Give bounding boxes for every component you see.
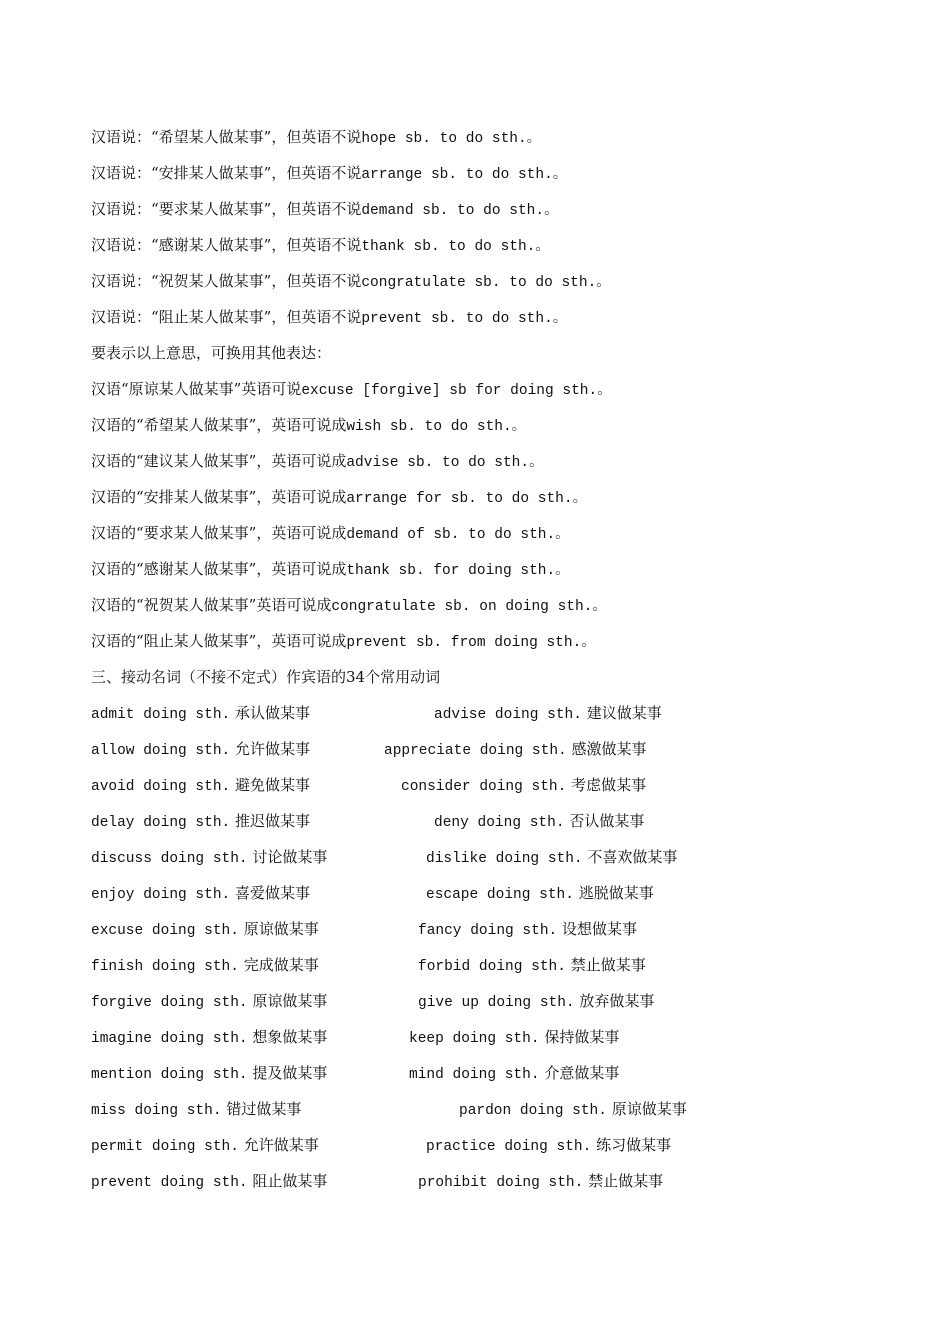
alternative-line-4 [91, 487, 587, 509]
alternative-en: wish sb. to do sth.。 [346, 419, 527, 435]
verb-entry-left [91, 1099, 301, 1121]
verb-meaning: 建议做某事 [586, 704, 662, 722]
verb-meaning: 放弃做某事 [579, 992, 655, 1010]
verb-phrase: admit doing sth. [91, 707, 231, 723]
verb-meaning: 禁止做某事 [570, 956, 646, 974]
verb-phrase: appreciate doing sth. [384, 743, 567, 759]
verb-phrase: keep doing sth. [409, 1031, 540, 1047]
verb-row [0, 1135, 950, 1155]
verb-row [0, 1171, 950, 1191]
alternative-line-2 [91, 415, 526, 437]
verb-meaning: 设想做某事 [562, 920, 638, 938]
verb-phrase: give up doing sth. [418, 995, 575, 1011]
verb-meaning: 允许做某事 [243, 1136, 319, 1154]
verb-phrase: finish doing sth. [91, 959, 239, 975]
verb-phrase: deny doing sth. [434, 815, 565, 831]
verb-meaning: 逃脱做某事 [578, 884, 654, 902]
verb-phrase: delay doing sth. [91, 815, 231, 831]
verb-row [0, 991, 950, 1011]
verb-meaning: 禁止做某事 [588, 1172, 664, 1190]
cannot-say-zh: 汉语说：“希望某人做某事”，但英语不说 [91, 128, 362, 146]
alternative-zh: 汉语的“阻止某人做某事”，英语可说成 [91, 632, 347, 650]
verb-entry-right [409, 1027, 619, 1049]
verb-row [0, 1099, 950, 1119]
alternative-zh: 汉语的“希望某人做某事”，英语可说成 [91, 416, 347, 434]
verb-row [0, 955, 950, 975]
verb-row [0, 1063, 950, 1083]
alternative-zh: 汉语的“建议某人做某事”，英语可说成 [91, 452, 347, 470]
verb-phrase: allow doing sth. [91, 743, 231, 759]
verb-meaning: 完成做某事 [243, 956, 319, 974]
verb-entry-left [91, 811, 310, 833]
cannot-say-line-6 [91, 307, 567, 329]
verb-meaning: 考虑做某事 [571, 776, 647, 794]
verb-phrase: forgive doing sth. [91, 995, 248, 1011]
verb-row [0, 775, 950, 795]
verb-meaning: 讨论做某事 [252, 848, 328, 866]
alternative-line-3 [91, 451, 544, 473]
verb-phrase: forbid doing sth. [418, 959, 566, 975]
cannot-say-en: demand sb. to do sth.。 [361, 203, 559, 219]
alternative-en: prevent sb. from doing sth.。 [346, 635, 596, 651]
cannot-say-en: arrange sb. to do sth.。 [361, 167, 568, 183]
verb-entry-right [401, 775, 646, 797]
verb-row [0, 703, 950, 723]
alternative-zh: 汉语的“要求某人做某事”，英语可说成 [91, 524, 347, 542]
verb-entry-right [434, 811, 644, 833]
verb-phrase: advise doing sth. [434, 707, 582, 723]
verb-meaning: 否认做某事 [569, 812, 645, 830]
verb-row [0, 883, 950, 903]
verb-entry-right [426, 847, 677, 869]
cannot-say-en: congratulate sb. to do sth.。 [361, 275, 611, 291]
verb-entry-left [91, 847, 327, 869]
alternative-en: congratulate sb. on doing sth.。 [331, 599, 607, 615]
verb-row [0, 919, 950, 939]
verb-meaning: 喜爱做某事 [235, 884, 311, 902]
verb-meaning: 阻止做某事 [252, 1172, 328, 1190]
section-heading: 三、接动名词（不接不定式）作宾语的34个常用动词 [91, 668, 441, 686]
verb-entry-right [426, 883, 654, 905]
cannot-say-zh: 汉语说：“安排某人做某事”，但英语不说 [91, 164, 362, 182]
cannot-say-zh: 汉语说：“阻止某人做某事”，但英语不说 [91, 308, 362, 326]
cannot-say-zh: 汉语说：“感谢某人做某事”，但英语不说 [91, 236, 362, 254]
verb-entry-left [91, 739, 310, 761]
transition-line: 要表示以上意思，可换用其他表达： [91, 344, 332, 362]
verb-phrase: avoid doing sth. [91, 779, 231, 795]
verb-meaning: 原谅做某事 [252, 992, 328, 1010]
verb-entry-left [91, 883, 310, 905]
verb-meaning: 避免做某事 [235, 776, 311, 794]
verb-meaning: 原谅做某事 [611, 1100, 687, 1118]
verb-phrase: consider doing sth. [401, 779, 567, 795]
verb-phrase: imagine doing sth. [91, 1031, 248, 1047]
verb-phrase: mention doing sth. [91, 1067, 248, 1083]
verb-row [0, 1027, 950, 1047]
verb-meaning: 介意做某事 [544, 1064, 620, 1082]
verb-entry-left [91, 955, 319, 977]
verb-meaning: 不喜欢做某事 [587, 848, 678, 866]
verb-meaning: 允许做某事 [235, 740, 311, 758]
cannot-say-en: hope sb. to do sth.。 [361, 131, 542, 147]
verb-meaning: 原谅做某事 [243, 920, 319, 938]
alternative-en: thank sb. for doing sth.。 [346, 563, 570, 579]
alternative-zh: 汉语的“祝贺某人做某事”英语可说成 [91, 596, 332, 614]
alternative-zh: 汉语的“安排某人做某事”，英语可说成 [91, 488, 347, 506]
verb-entry-left [91, 991, 327, 1013]
cannot-say-line-5 [91, 271, 611, 293]
verb-phrase: permit doing sth. [91, 1139, 239, 1155]
verb-phrase: mind doing sth. [409, 1067, 540, 1083]
alternative-line-6 [91, 559, 570, 581]
verb-entry-right [418, 955, 646, 977]
verb-meaning: 推迟做某事 [235, 812, 311, 830]
cannot-say-zh: 汉语说：“祝贺某人做某事”，但英语不说 [91, 272, 362, 290]
verb-entry-left [91, 1063, 327, 1085]
verb-entry-left [91, 919, 319, 941]
verb-row [0, 811, 950, 831]
verb-row [0, 847, 950, 867]
alternative-line-8 [91, 631, 596, 653]
cannot-say-line-3 [91, 199, 559, 221]
verb-meaning: 保持做某事 [544, 1028, 620, 1046]
verb-entry-left [91, 775, 310, 797]
alternative-line-5 [91, 523, 570, 545]
verb-meaning: 承认做某事 [235, 704, 311, 722]
verb-phrase: pardon doing sth. [459, 1103, 607, 1119]
alternative-en: advise sb. to do sth.。 [346, 455, 544, 471]
verb-phrase: prevent doing sth. [91, 1175, 248, 1191]
verb-entry-right [426, 1135, 671, 1157]
alternative-zh: 汉语“原谅某人做某事”英语可说 [91, 380, 302, 398]
verb-row [0, 739, 950, 759]
verb-entry-left [91, 703, 310, 725]
verb-entry-right [459, 1099, 687, 1121]
verb-phrase: practice doing sth. [426, 1139, 592, 1155]
cannot-say-line-1 [91, 127, 541, 149]
alternative-zh: 汉语的“感谢某人做某事”，英语可说成 [91, 560, 347, 578]
verb-phrase: prohibit doing sth. [418, 1175, 584, 1191]
verb-phrase: escape doing sth. [426, 887, 574, 903]
alternative-line-7 [91, 595, 607, 617]
verb-entry-right [418, 991, 654, 1013]
verb-phrase: excuse doing sth. [91, 923, 239, 939]
verb-phrase: dislike doing sth. [426, 851, 583, 867]
verb-entry-right [434, 703, 662, 725]
verb-entry-right [384, 739, 647, 761]
verb-phrase: fancy doing sth. [418, 923, 558, 939]
verb-meaning: 提及做某事 [252, 1064, 328, 1082]
cannot-say-line-2 [91, 163, 567, 185]
verb-entry-left [91, 1171, 327, 1193]
verb-entry-right [418, 1171, 663, 1193]
alternative-line-1 [91, 379, 612, 401]
verb-meaning: 想象做某事 [252, 1028, 328, 1046]
verb-phrase: enjoy doing sth. [91, 887, 231, 903]
verb-meaning: 练习做某事 [596, 1136, 672, 1154]
cannot-say-en: prevent sb. to do sth.。 [361, 311, 568, 327]
verb-meaning: 感激做某事 [571, 740, 647, 758]
cannot-say-zh: 汉语说：“要求某人做某事”，但英语不说 [91, 200, 362, 218]
verb-entry-right [418, 919, 637, 941]
verb-meaning: 错过做某事 [226, 1100, 302, 1118]
alternative-en: arrange for sb. to do sth.。 [346, 491, 588, 507]
verb-phrase: discuss doing sth. [91, 851, 248, 867]
verb-entry-left [91, 1027, 327, 1049]
cannot-say-line-4 [91, 235, 550, 257]
verb-entry-left [91, 1135, 319, 1157]
cannot-say-en: thank sb. to do sth.。 [361, 239, 550, 255]
verb-entry-right [409, 1063, 619, 1085]
alternative-en: excuse [forgive] sb for doing sth.。 [301, 383, 612, 399]
verb-phrase: miss doing sth. [91, 1103, 222, 1119]
alternative-en: demand of sb. to do sth.。 [346, 527, 570, 543]
